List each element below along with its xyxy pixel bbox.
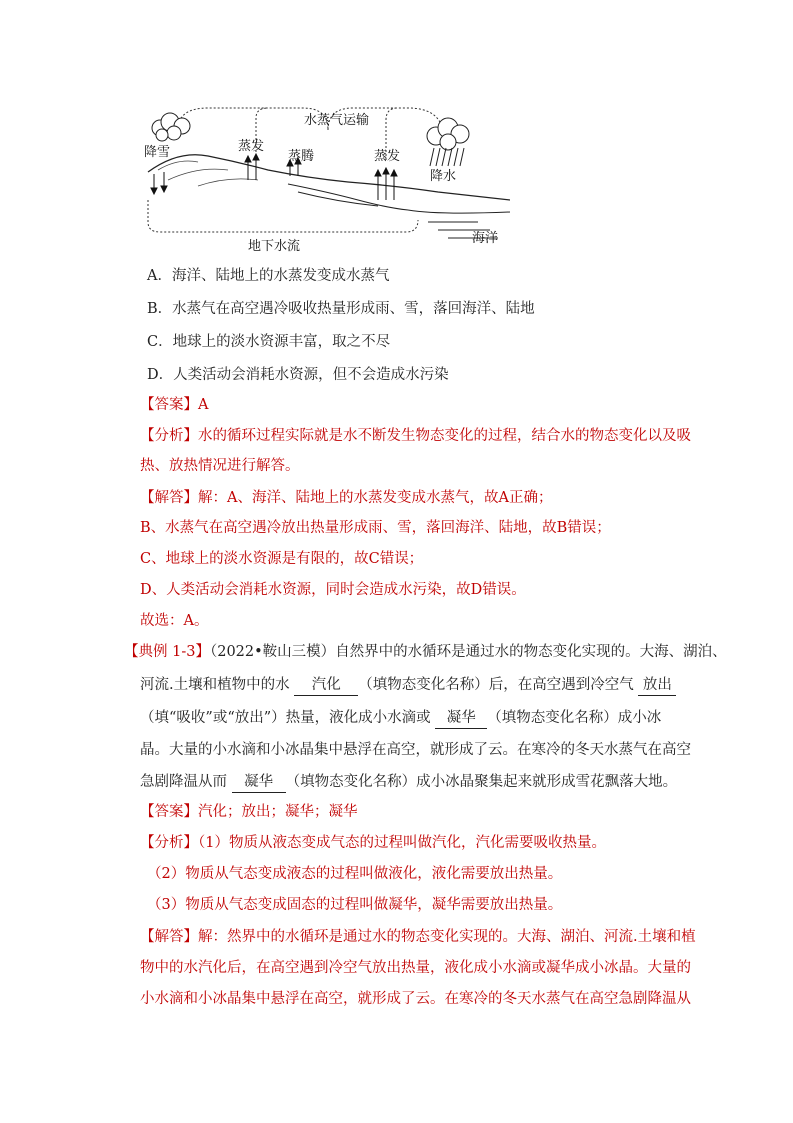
cloud-icon bbox=[152, 113, 190, 141]
water-cycle-diagram bbox=[138, 100, 510, 260]
q2-analysis-3: （3）物质从气态变成固态的过程叫做凝华，凝华需要放出热量。 bbox=[147, 897, 563, 913]
q2-analysis-2: （2）物质从气态变成液态的过程叫做液化，液化需要放出热量。 bbox=[147, 866, 563, 882]
answer-value: 汽化；放出；凝华；凝华 bbox=[198, 804, 358, 820]
option-a: A．海洋、陆地上的水蒸发变成水蒸气 bbox=[147, 268, 390, 284]
solution-tag: 【解答】 bbox=[140, 929, 198, 945]
q2-tag: 【典例 1-3】 bbox=[124, 644, 210, 660]
option-b: B．水蒸气在高空遇冷吸收热量形成雨、雪，落回海洋、陆地 bbox=[147, 301, 535, 317]
label-evaporation-1: 蒸发 bbox=[238, 139, 265, 154]
label-ocean: 海洋 bbox=[472, 231, 499, 246]
rain-cloud-icon bbox=[427, 118, 469, 166]
answer-tag: 【答案】 bbox=[140, 804, 198, 820]
blank-1: 汽化 bbox=[294, 675, 358, 696]
label-snowfall: 降雪 bbox=[144, 145, 171, 160]
q2-text-5a: 急剧降温从而 bbox=[140, 774, 227, 790]
blank-2: 放出 bbox=[638, 675, 676, 696]
analysis-tag: 【分析】 bbox=[140, 835, 198, 851]
label-vapor-transport: 水蒸气运输 bbox=[304, 113, 370, 128]
q2-answer bbox=[140, 802, 358, 822]
blank-3: 凝华 bbox=[435, 708, 487, 729]
solution-tag: 【解答】 bbox=[140, 490, 198, 506]
option-c: C．地球上的淡水资源丰富，取之不尽 bbox=[147, 334, 391, 350]
snowfall-arrows bbox=[151, 172, 167, 194]
q1-analysis-2: 热、放热情况进行解答。 bbox=[140, 458, 300, 474]
label-rainfall: 降水 bbox=[430, 169, 457, 184]
q2-text-2b: （填物态变化名称）后，在高空遇到冷空气 bbox=[358, 677, 634, 693]
q2-text-3b: （填物态变化名称）成小冰 bbox=[487, 710, 662, 726]
label-transpiration: 蒸腾 bbox=[288, 149, 315, 164]
q1-solution-4: D、人类活动会消耗水资源，同时会造成水污染，故D错误。 bbox=[140, 582, 526, 598]
blank-4: 凝华 bbox=[232, 772, 286, 793]
q1-choice: 故选：A。 bbox=[140, 613, 209, 629]
analysis-tag: 【分析】 bbox=[140, 428, 198, 444]
analysis-text: 水的循环过程实际就是水不断发生物态变化的过程，结合水的物态变化以及吸 bbox=[198, 428, 691, 444]
solution-text: 解：A、海洋、陆地上的水蒸发变成水蒸气，故A正确； bbox=[198, 490, 553, 506]
q2-solution-3: 小水滴和小冰晶集中悬浮在高空，就形成了云。在寒冷的冬天水蒸气在高空急剧降温从 bbox=[140, 991, 691, 1007]
option-d: D．人类活动会消耗水资源，但不会造成水污染 bbox=[147, 367, 449, 383]
q2-text-2a: 河流.土壤和植物中的水 bbox=[140, 677, 290, 693]
q2-text-1: 自然界中的水循环是通过水的物态变化实现的。大海、湖泊、 bbox=[335, 644, 727, 660]
q2-text-5b: （填物态变化名称）成小冰晶聚集起来就形成雪花飘落大地。 bbox=[285, 774, 678, 790]
q2-analysis-1 bbox=[140, 833, 606, 853]
label-evaporation-2: 蒸发 bbox=[374, 149, 401, 164]
q2-line-3 bbox=[140, 708, 661, 729]
q1-solution-3: C、地球上的淡水资源是有限的，故C错误； bbox=[140, 551, 424, 567]
q2-line-1 bbox=[124, 642, 727, 662]
q1-solution-1 bbox=[140, 488, 552, 508]
analysis-text: （1）物质从液态变成气态的过程叫做汽化，汽化需要吸收热量。 bbox=[198, 835, 606, 851]
q1-answer bbox=[140, 395, 208, 415]
solution-text: 解：然界中的水循环是通过水的物态变化实现的。大海、湖泊、河流.土壤和植 bbox=[198, 929, 696, 945]
q1-analysis-1 bbox=[140, 426, 691, 446]
answer-tag: 【答案】 bbox=[140, 397, 198, 413]
q2-text-3a: （填“吸收”或“放出”）热量，液化成小水滴或 bbox=[140, 710, 431, 726]
mountain-shading bbox=[158, 161, 258, 186]
answer-value: A bbox=[198, 397, 209, 413]
q2-solution-2: 物中的水汽化后，在高空遇到冷空气放出热量，液化成小水滴或凝华成小冰晶。大量的 bbox=[140, 960, 691, 976]
label-groundwater: 地下水流 bbox=[248, 239, 301, 254]
q2-source: （2022•鞍山三模） bbox=[209, 644, 336, 660]
q2-solution-1 bbox=[140, 927, 696, 947]
river-channel bbox=[288, 184, 408, 210]
q2-line-5 bbox=[140, 772, 677, 793]
q1-solution-2: B、水蒸气在高空遇冷放出热量形成雨、雪，落回海洋、陆地，故B错误； bbox=[140, 520, 611, 536]
q2-line-2 bbox=[140, 675, 676, 696]
q2-line-4: 晶。大量的小水滴和小冰晶集中悬浮在高空，就形成了云。在寒冷的冬天水蒸气在高空 bbox=[140, 742, 691, 758]
